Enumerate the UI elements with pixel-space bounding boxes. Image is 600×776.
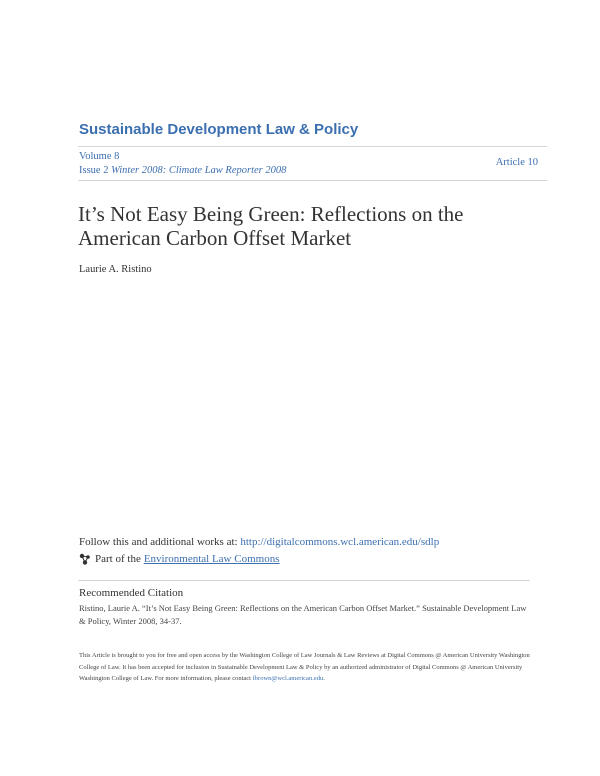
citation-divider	[78, 580, 530, 581]
commons-network-icon	[79, 553, 91, 565]
contact-email-link[interactable]: fbrown@wcl.american.edu	[252, 675, 324, 682]
citation-text: Ristino, Laurie A. “It’s Not Easy Being Green: Reflections on the American Carbon Offset Market.” Sustainable Development Law & Policy, Winter 2008, 34-37.	[79, 603, 527, 626]
volume-link[interactable]: Volume 8	[79, 151, 120, 162]
access-notice	[79, 650, 531, 685]
collection-url-link[interactable]: http://digitalcommons.wcl.american.edu/sdlp	[240, 536, 440, 548]
notice-text: This Article is brought to you for free and open access by the Washington College of Law Journals & Law Reviews at Digital Commons @ American University Washington College of Law. It has been accepted for inclusion in Sustainable Development Law & Policy by an authorized administrator of Digital Commons @ American University Washington College of Law. For more information, please contact	[79, 652, 530, 682]
journal-title-link[interactable]: Sustainable Development Law & Policy	[79, 121, 359, 138]
part-of-line	[79, 553, 279, 565]
article-title: It’s Not Easy Being Green: Reflections on the American Carbon Offset Market	[78, 202, 464, 250]
issue-line[interactable]	[79, 165, 286, 176]
follow-line	[79, 536, 439, 548]
environmental-law-commons-link[interactable]: Environmental Law Commons	[143, 553, 280, 565]
issue-number[interactable]: Issue 2	[79, 165, 109, 176]
article-number: Article 10	[495, 157, 538, 168]
recommended-citation-heading: Recommended Citation	[79, 587, 184, 599]
header-divider-top	[78, 146, 547, 147]
follow-label: Follow this and additional works at:	[79, 536, 238, 548]
issue-name[interactable]: Winter 2008: Climate Law Reporter 2008	[111, 165, 287, 176]
author-name: Laurie A. Ristino	[79, 264, 152, 275]
notice-end: .	[323, 675, 325, 682]
header-divider-bottom	[78, 180, 547, 181]
part-of-label: Part of the	[95, 553, 141, 565]
